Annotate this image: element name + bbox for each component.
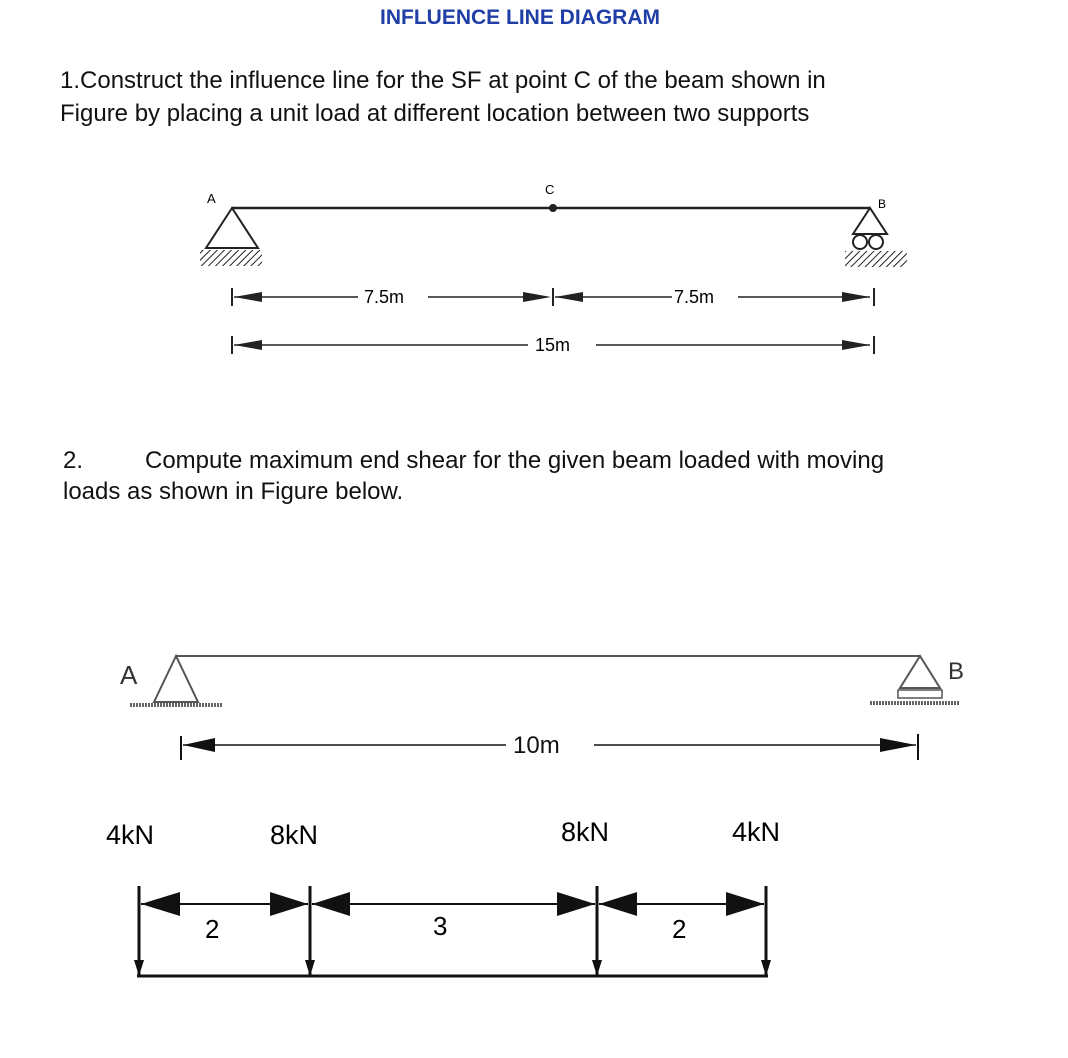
question-1-line-2: Figure by placing a unit load at different location between two supports [60, 100, 810, 127]
point-c-marker [549, 204, 557, 212]
figure-1-label-b: B [878, 197, 887, 211]
dimension-right-label: 7.5m [674, 287, 715, 307]
figure-2-label-b: B [948, 658, 965, 685]
spacing-3-label: 2 [672, 914, 687, 944]
dimension-left-label: 7.5m [364, 287, 405, 307]
load-3-label: 8kN [561, 817, 610, 847]
figure-2-span-label: 10m [513, 732, 560, 759]
question-2-line-1 [63, 445, 1023, 476]
question-2-line-2: loads as shown in Figure below. [63, 478, 404, 505]
load-4-label: 4kN [732, 817, 781, 847]
figure-1-label-a: A [207, 191, 216, 206]
dimension-total-label: 15m [535, 335, 571, 355]
spacing-1-label: 2 [205, 914, 220, 944]
figure-2-label-a: A [120, 660, 138, 690]
figure-2-support-b [870, 656, 960, 703]
question-2-number: 2. [63, 447, 84, 474]
page-title: INFLUENCE LINE DIAGRAM [380, 6, 660, 29]
load-1-label: 4kN [106, 820, 155, 850]
question-2 [63, 445, 1023, 507]
question-1-line-1: 1.Construct the influence line for the SF at point C of the beam shown in [60, 67, 826, 94]
spacing-2-label: 3 [433, 911, 448, 941]
support-a-pin [200, 208, 262, 266]
figure-2-beam-diagram [130, 656, 960, 976]
figure-2-support-a [130, 656, 222, 705]
question-2-text: Compute maximum end shear for the given beam loaded with moving [145, 447, 885, 474]
figure-1-label-c: C [545, 182, 555, 197]
support-b-roller [845, 208, 907, 267]
load-2-label: 8kN [270, 820, 319, 850]
